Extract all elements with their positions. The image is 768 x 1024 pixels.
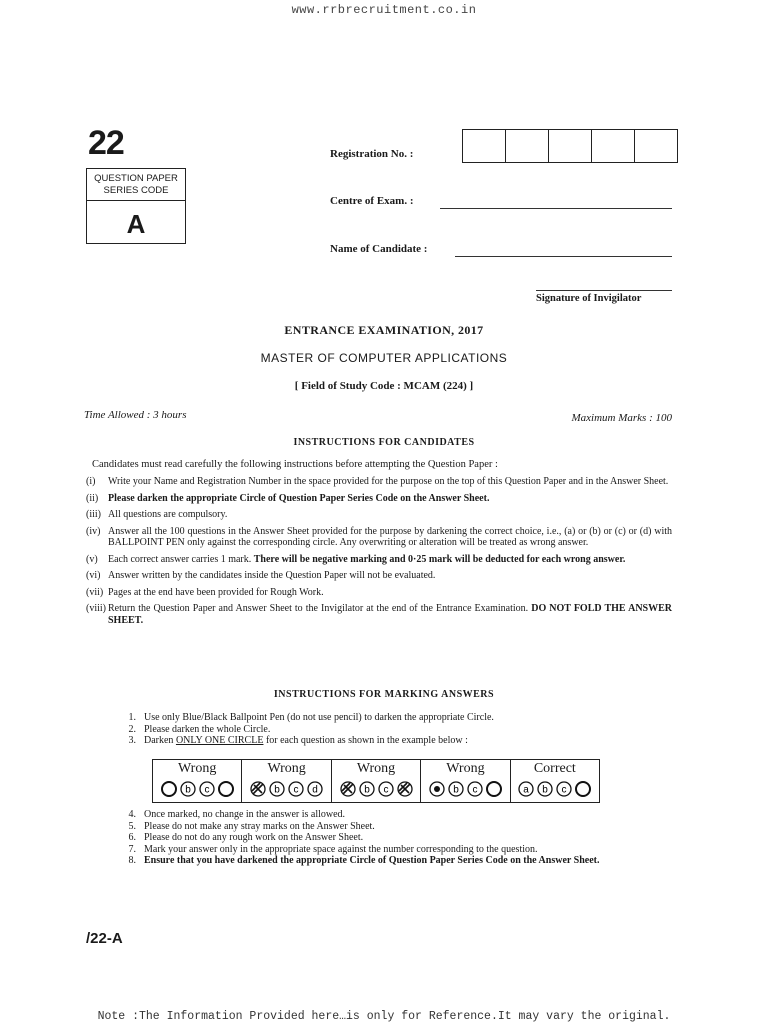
marking-heading: INSTRUCTIONS FOR MARKING ANSWERS bbox=[273, 689, 495, 700]
instruction-text: Return the Question Paper and Answer Sheet to the Invigilator at the end of the Entrance Examination. bbox=[108, 603, 532, 614]
registration-digit-box[interactable] bbox=[635, 130, 677, 162]
instruction-bold-text: There will be negative marking and 0·25 mark will be deducted for each wrong answer. bbox=[253, 553, 626, 565]
example-cell bbox=[332, 760, 421, 802]
example-cell bbox=[421, 760, 510, 802]
marking-number: 2. bbox=[128, 723, 136, 735]
centre-field[interactable] bbox=[440, 208, 672, 209]
marking-item bbox=[110, 844, 672, 856]
answer-circle-letter: b bbox=[274, 784, 280, 796]
instruction-number: (ii) bbox=[86, 492, 99, 504]
example-label: Wrong bbox=[446, 761, 485, 776]
answer-circle-letter bbox=[306, 780, 324, 798]
answer-circle-letter bbox=[268, 780, 286, 798]
instruction-text: Each correct answer carries 1 mark. bbox=[108, 553, 254, 565]
footer-note: Note :The Information Provided here…is only for Reference.It may vary the original. bbox=[97, 1010, 671, 1023]
marking-text: Please do not make any stray marks on the Answer Sheet. bbox=[144, 820, 375, 832]
answer-circle-outline bbox=[160, 780, 178, 798]
instruction-item bbox=[86, 587, 672, 599]
registration-digit-box[interactable] bbox=[463, 130, 506, 162]
marking-number: 8. bbox=[128, 855, 136, 866]
instruction-item bbox=[86, 603, 672, 626]
answer-circle-letter bbox=[179, 780, 197, 798]
marking-number: 5. bbox=[128, 820, 136, 832]
instruction-bold-text: Please darken the appropriate Circle of Question Paper Series Code on the Answer Sheet. bbox=[108, 492, 490, 504]
marking-list-top bbox=[110, 712, 672, 747]
marking-item bbox=[110, 724, 672, 736]
example-label: Wrong bbox=[267, 761, 306, 776]
answer-circle-letter: c bbox=[293, 784, 299, 796]
example-circles bbox=[511, 780, 599, 798]
marking-number: 7. bbox=[128, 843, 136, 855]
footer-paper-code: /22-A bbox=[86, 930, 123, 947]
cross-mark bbox=[399, 783, 410, 794]
instruction-text: Pages at the end have been provided for Rough Work. bbox=[108, 586, 324, 598]
answer-circle-letter bbox=[536, 780, 554, 798]
series-code-box bbox=[86, 168, 186, 244]
example-cell bbox=[242, 760, 331, 802]
answer-circle-letter bbox=[466, 780, 484, 798]
exam-title: ENTRANCE EXAMINATION, 2017 bbox=[284, 323, 484, 337]
marking-number: 1. bbox=[128, 712, 136, 723]
answer-circle-outline bbox=[574, 780, 592, 798]
answer-circle-letter: b bbox=[542, 784, 549, 796]
instruction-item bbox=[86, 493, 672, 505]
instructions-list bbox=[86, 476, 672, 631]
marking-item bbox=[110, 809, 672, 821]
marking-text: Ensure that you have darkened the appropriate Circle of Question Paper Series Code on the Answer Sheet. bbox=[144, 855, 600, 866]
signature-line bbox=[536, 290, 672, 291]
answer-circle-letter: a bbox=[523, 784, 530, 796]
field-code: [ Field of Study Code : MCAM (224) ] bbox=[294, 380, 474, 392]
marking-text: Darken bbox=[144, 735, 176, 746]
instruction-item bbox=[86, 526, 672, 549]
marking-item bbox=[110, 712, 672, 724]
marking-text: Once marked, no change in the answer is allowed. bbox=[144, 809, 346, 820]
candidate-name-field[interactable] bbox=[455, 256, 672, 257]
answer-circle-letter: d bbox=[312, 784, 318, 796]
answer-circle-letter bbox=[517, 780, 535, 798]
max-marks: Maximum Marks : 100 bbox=[571, 412, 672, 424]
example-cell bbox=[511, 760, 599, 802]
instruction-text: Write your Name and Registration Number in the space provided for the purpose on the top of this Question Paper and in the Answer Sheet. bbox=[108, 476, 669, 487]
instruction-item bbox=[86, 509, 672, 521]
dot-mark bbox=[434, 786, 440, 792]
cross-mark bbox=[252, 783, 263, 794]
instruction-text: Answer all the 100 questions in the Answer Sheet provided for the purpose by darkening the correct choice, i.e., (a) or (b) or (c) or (d) with BALLPOINT PEN only against the corresponding circle. Any overwriting or alteration will be treated as wrong answer. bbox=[108, 525, 672, 548]
answer-circle-dot bbox=[428, 780, 446, 798]
marking-text: Use only Blue/Black Ballpoint Pen (do not use pencil) to darken the appropriate Circle. bbox=[144, 712, 494, 723]
instruction-number: (v) bbox=[86, 553, 98, 565]
answer-circle-letter: b bbox=[363, 784, 370, 796]
registration-digit-box[interactable] bbox=[506, 130, 549, 162]
instruction-text: Answer written by the candidates inside the Question Paper will not be evaluated. bbox=[108, 570, 436, 581]
example-label: Correct bbox=[533, 761, 576, 776]
marking-list-bottom bbox=[110, 809, 672, 867]
answer-circle-letter bbox=[358, 780, 376, 798]
marking-number: 6. bbox=[128, 832, 136, 843]
signature-label: Signature of Invigilator bbox=[536, 293, 642, 304]
instruction-number: (viii) bbox=[86, 603, 106, 614]
marking-item bbox=[110, 832, 672, 844]
answer-circle-letter: c bbox=[204, 784, 210, 796]
marking-number: 4. bbox=[128, 809, 136, 820]
program-title: MASTER OF COMPUTER APPLICATIONS bbox=[260, 351, 508, 365]
marking-item bbox=[110, 735, 672, 747]
example-label: Wrong bbox=[356, 761, 396, 776]
answer-circle-letter: b bbox=[184, 784, 191, 796]
answer-circle-letter bbox=[198, 780, 216, 798]
series-code-label: QUESTION PAPER SERIES CODE bbox=[87, 173, 185, 201]
marking-text: Please do not do any rough work on the Answer Sheet. bbox=[144, 832, 364, 843]
registration-boxes[interactable] bbox=[462, 129, 678, 163]
instruction-number: (vi) bbox=[86, 570, 101, 581]
answer-circle-crossed bbox=[396, 780, 414, 798]
marking-item bbox=[110, 855, 672, 867]
instruction-text: All questions are compulsory. bbox=[108, 509, 228, 520]
answer-circle-letter bbox=[287, 780, 305, 798]
time-allowed: Time Allowed : 3 hours bbox=[84, 409, 187, 421]
example-label: Wrong bbox=[178, 761, 217, 776]
marking-example-table bbox=[152, 759, 600, 803]
instruction-number: (iii) bbox=[86, 509, 101, 520]
instructions-heading: INSTRUCTIONS FOR CANDIDATES bbox=[293, 437, 475, 448]
answer-circle-letter bbox=[555, 780, 573, 798]
example-circles bbox=[421, 780, 509, 798]
answer-circle-letter bbox=[377, 780, 395, 798]
marking-number: 3. bbox=[128, 735, 136, 746]
answer-circle-letter: b bbox=[453, 784, 459, 796]
example-circles bbox=[153, 780, 241, 798]
marking-text: Mark your answer only in the appropriate space against the number corresponding to the question. bbox=[144, 843, 538, 855]
answer-circle-crossed bbox=[339, 780, 357, 798]
marking-text: Please darken the whole Circle. bbox=[144, 723, 271, 735]
marking-underlined-text: ONLY ONE CIRCLE bbox=[175, 735, 264, 746]
registration-digit-box[interactable] bbox=[592, 130, 635, 162]
registration-digit-box[interactable] bbox=[549, 130, 592, 162]
answer-circle-outline bbox=[217, 780, 235, 798]
header-url: www.rrbrecruitment.co.in bbox=[291, 3, 477, 17]
candidate-name-label: Name of Candidate : bbox=[330, 243, 428, 255]
answer-circle-letter: c bbox=[472, 784, 478, 796]
instruction-number: (vii) bbox=[86, 586, 104, 598]
centre-label: Centre of Exam. : bbox=[330, 195, 414, 207]
instruction-item bbox=[86, 476, 672, 488]
answer-circle-letter: c bbox=[561, 784, 567, 796]
marking-item bbox=[110, 821, 672, 833]
registration-label: Registration No. : bbox=[330, 148, 414, 160]
paper-code: 22 bbox=[88, 124, 124, 162]
answer-circle-letter bbox=[447, 780, 465, 798]
answer-circle-outline bbox=[485, 780, 503, 798]
instruction-number: (iv) bbox=[86, 525, 101, 537]
marking-text: for each question as shown in the example below : bbox=[263, 735, 468, 746]
answer-circle-crossed bbox=[249, 780, 267, 798]
instruction-item bbox=[86, 570, 672, 582]
cross-mark bbox=[342, 783, 353, 794]
instruction-number: (i) bbox=[86, 476, 96, 487]
instructions-intro: Candidates must read carefully the following instructions before attempting the Question Paper : bbox=[92, 459, 498, 470]
answer-circle-letter: c bbox=[383, 784, 389, 796]
example-circles bbox=[242, 780, 330, 798]
series-code-letter: A bbox=[126, 209, 146, 239]
example-circles bbox=[332, 780, 420, 798]
instruction-item bbox=[86, 554, 672, 566]
example-cell bbox=[153, 760, 242, 802]
instruction-bold-text: DO NOT FOLD THE ANSWER SHEET. bbox=[108, 603, 672, 626]
